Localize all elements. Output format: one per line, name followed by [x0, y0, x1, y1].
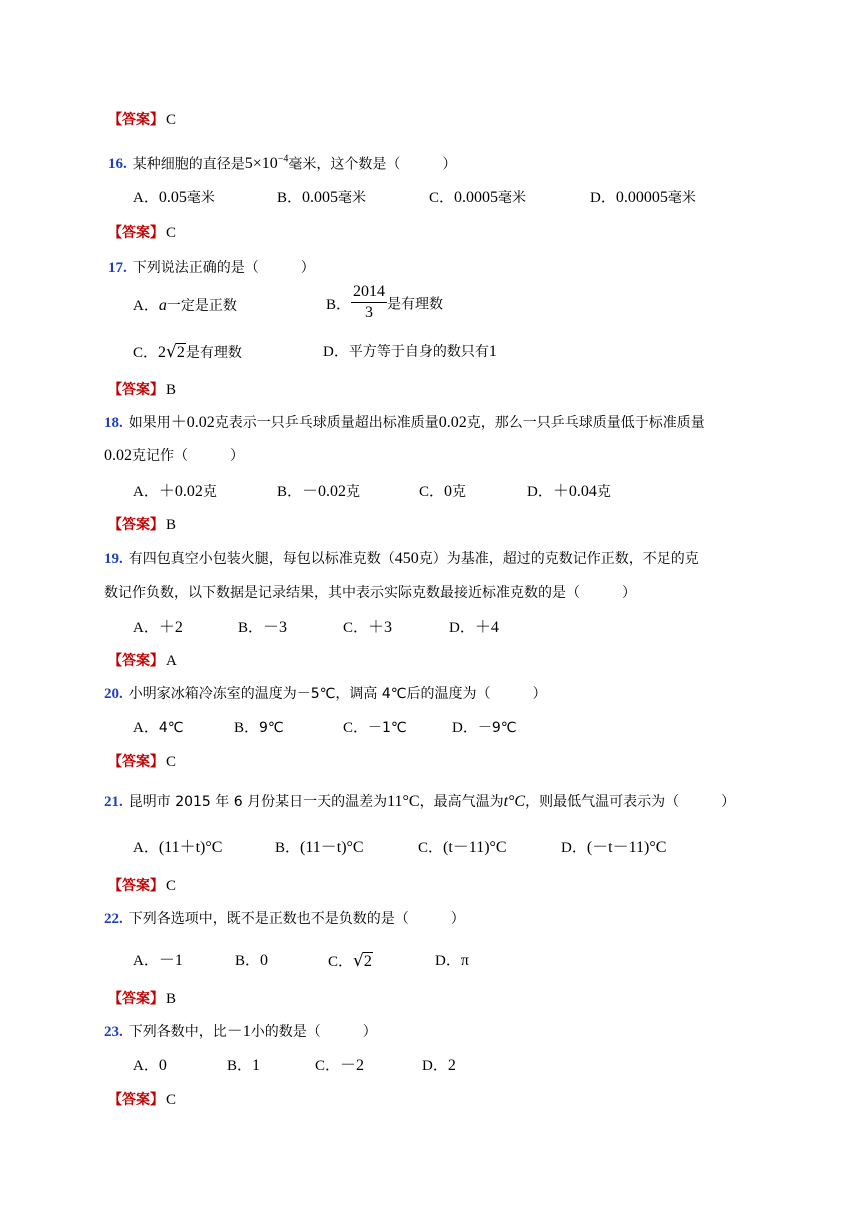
option-b: B．1	[227, 1057, 261, 1074]
answer-value: C	[166, 225, 177, 241]
option-c: C．√2	[328, 951, 372, 971]
question-20	[104, 684, 546, 704]
question-number: 20.	[104, 686, 123, 702]
option-c: C．2√2是有理数	[133, 342, 242, 362]
question-23: 23. 下列各数中，比－1小的数是（ ）	[104, 1023, 377, 1040]
option-b: B．9℃	[234, 720, 284, 736]
option-c: C．0克	[419, 483, 467, 500]
option-a: A．＋2	[133, 619, 183, 636]
option-a: A．－1	[133, 952, 183, 969]
question-number: 18.	[104, 415, 123, 431]
answer-label: 【答案】	[108, 878, 164, 894]
option-d: D．＋0.04克	[527, 483, 611, 500]
answer-label: 【答案】	[108, 517, 164, 533]
question-number: 22.	[104, 911, 123, 927]
option-c: C．＋3	[343, 619, 393, 636]
option-d: D．(－t－11)°C	[561, 839, 667, 856]
answer-value: B	[166, 991, 177, 1007]
option-d: D．2	[422, 1057, 456, 1074]
question-text: 下列说法正确的是（ ）	[132, 260, 315, 276]
question-18-line2: 0.02克记作（ ）	[104, 447, 244, 464]
question-21: 21. 昆明市 2015 年 6 月份某日一天的温差为11°C，最高气温为t°C，则最低气温可表示为（ ）	[104, 793, 736, 810]
option-b: B．－0.02克	[277, 483, 361, 500]
radical-sign: √	[166, 342, 177, 362]
option-b: B．0.005毫米	[277, 189, 367, 206]
option-a: A．(11＋t)°C	[133, 839, 223, 856]
question-text: 某种细胞的直径是	[132, 156, 245, 173]
math-expression: $5\times 10^{-4}$	[244, 154, 289, 173]
option-a: A．0	[133, 1057, 167, 1074]
answer-line	[108, 110, 176, 130]
question-16	[108, 150, 456, 174]
option-c: C．－2	[315, 1057, 365, 1074]
option-d: D．＋4	[449, 619, 499, 636]
option-b: B．(11－t)°C	[275, 839, 364, 856]
question-18: 18. 如果用＋0.02克表示一只乒乓球质量超出标准质量0.02克，那么一只乒乓球质量低于标准质量	[104, 414, 705, 431]
answer-line	[108, 1090, 176, 1110]
answer-label: 【答案】	[108, 991, 164, 1007]
answer-label: 【答案】	[108, 225, 164, 241]
answer-line	[108, 223, 176, 243]
answer-label: 【答案】	[108, 754, 164, 770]
answer-label: 【答案】	[108, 382, 164, 398]
answer-value: C	[166, 878, 177, 894]
answer-label: 【答案】	[108, 653, 164, 669]
option-a: A．4℃	[133, 720, 184, 736]
answer-line	[108, 876, 176, 896]
answer-value: C	[166, 112, 177, 128]
option-b: B． $\frac{2014}{3}$ 是有理数	[326, 283, 444, 321]
question-number: 17.	[108, 260, 127, 276]
answer-line	[108, 515, 176, 535]
question-22	[104, 909, 465, 929]
answer-label: 【答案】	[108, 112, 164, 128]
option-c: C．－1℃	[343, 720, 407, 736]
radical-sign: √	[353, 951, 364, 971]
option-c: C．(t－11)°C	[418, 839, 507, 856]
answer-line	[108, 989, 176, 1009]
option-a: A．0.05毫米	[133, 189, 215, 206]
answer-line	[108, 380, 176, 400]
question-number: 19.	[104, 551, 123, 567]
answer-value: C	[166, 754, 177, 770]
question-17	[108, 258, 315, 278]
option-d: D．平方等于自身的数只有1	[323, 343, 497, 360]
option-b: B．0	[235, 952, 269, 969]
question-number: 21.	[104, 794, 123, 810]
fraction: $\frac{2014}{3}$	[353, 283, 386, 321]
answer-value: B	[166, 382, 177, 398]
option-a: A．＋0.02克	[133, 483, 217, 500]
option-c: C．0.0005毫米	[429, 189, 527, 206]
question-text: 小明家冰箱冷冻室的温度为－5℃，调高 4℃后的温度为（ ）	[128, 686, 547, 702]
option-d: D．－9℃	[452, 720, 517, 736]
option-d: D．π	[435, 952, 469, 969]
answer-value: A	[166, 653, 177, 669]
option-d: D．0.00005毫米	[590, 189, 696, 206]
question-text: 毫米，这个数是（ ）	[288, 156, 457, 173]
question-19: 19. 有四包真空小包装火腿，每包以标准克数（450克）为基准，超过的克数记作正数，不足的克	[104, 550, 699, 567]
question-19-line2: 数记作负数，以下数据是记录结果，其中表示实际克数最接近标准克数的是（ ）	[104, 585, 636, 601]
answer-line	[108, 651, 177, 671]
answer-value: C	[166, 1092, 177, 1108]
question-text: 下列各选项中，既不是正数也不是负数的是（ ）	[128, 911, 465, 927]
option-b: B．－3	[238, 619, 288, 636]
question-number: 16.	[108, 156, 127, 173]
answer-label: 【答案】	[108, 1092, 164, 1108]
answer-line	[108, 752, 176, 772]
option-a: A．a一定是正数	[133, 297, 237, 314]
answer-value: B	[166, 517, 177, 533]
question-number: 23.	[104, 1024, 123, 1040]
